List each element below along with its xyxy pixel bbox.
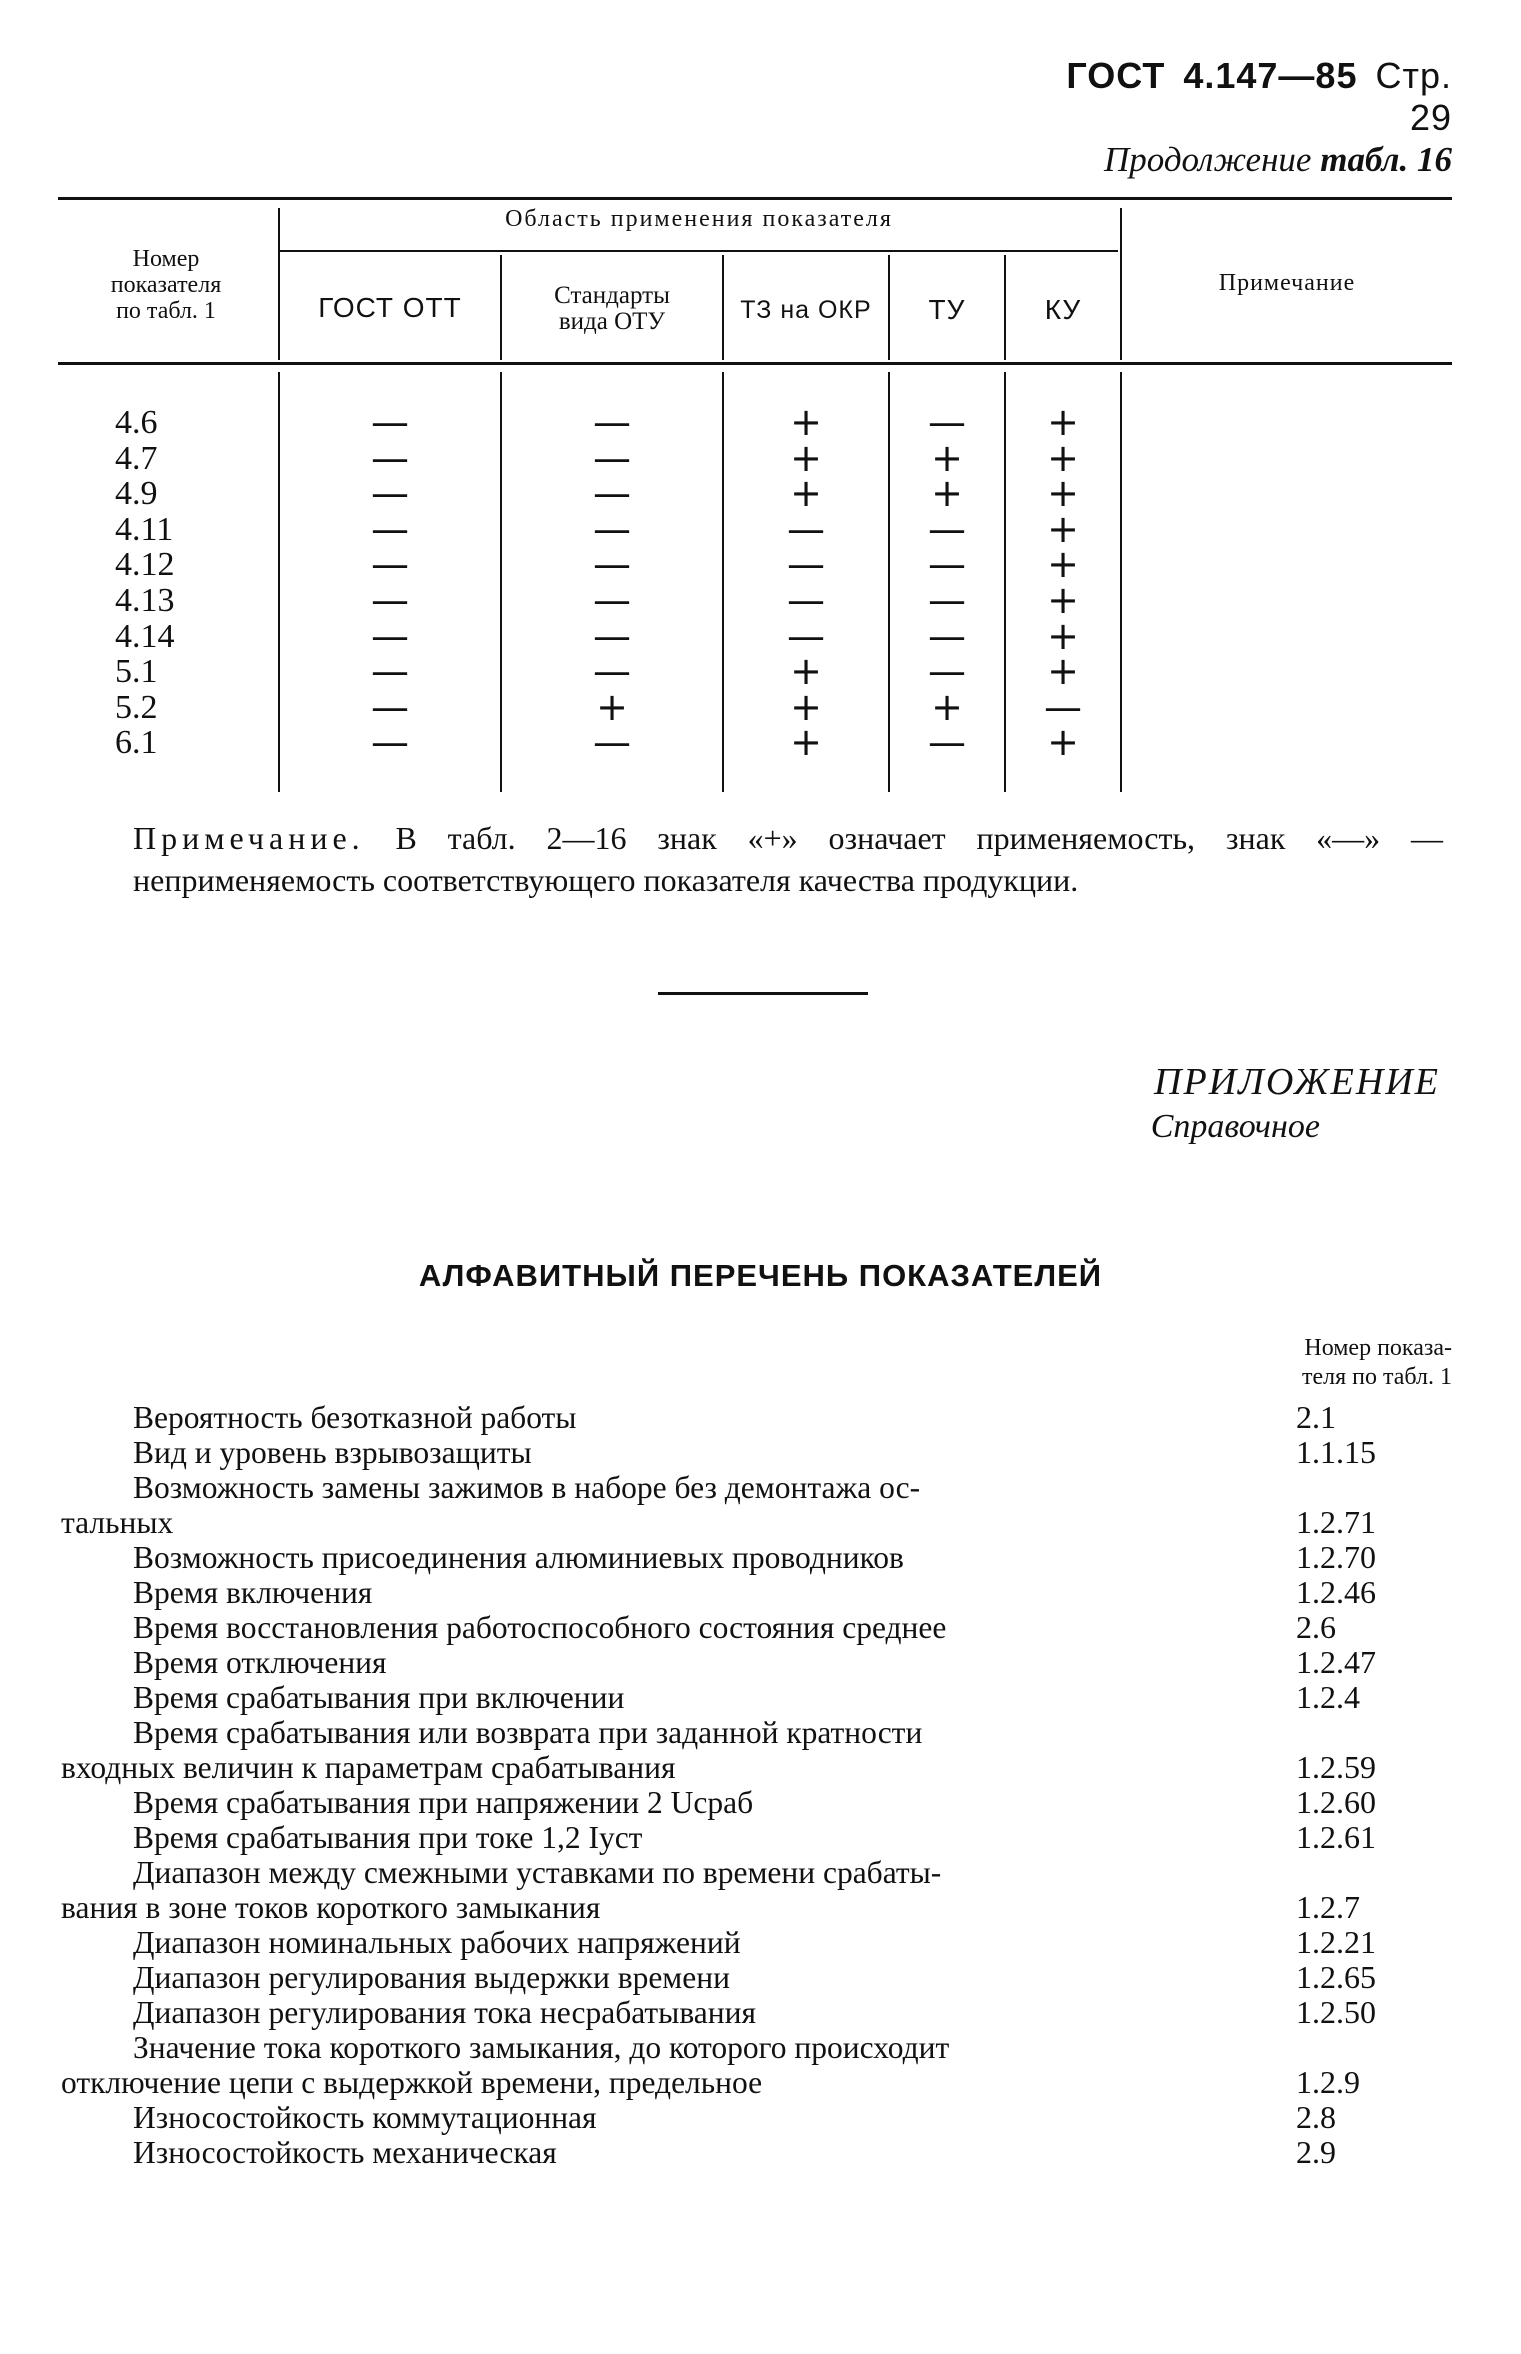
table-cell: — xyxy=(593,435,631,480)
table-cell: — xyxy=(928,577,966,622)
header-scope: Область применения показателя xyxy=(505,206,893,232)
header-ku: КУ xyxy=(1044,294,1082,325)
list-item-number: 1.2.4 xyxy=(1296,1679,1360,1715)
list-item xyxy=(133,1785,1173,1820)
list-item xyxy=(133,1435,1173,1470)
table-cell: 4.11 xyxy=(115,510,174,548)
list-item-number: 1.2.50 xyxy=(1296,1994,1376,2030)
table-cell: 4.12 xyxy=(115,546,175,584)
table-cell: + xyxy=(790,649,822,694)
table-cell: + xyxy=(596,684,628,729)
list-item-text: Возможность замены зажимов в наборе без демонтажа ос- xyxy=(133,1470,921,1505)
table-cell: — xyxy=(593,613,631,658)
table-cell: — xyxy=(593,577,631,622)
list-item xyxy=(133,2100,1173,2135)
list-item xyxy=(133,1540,1173,1575)
list-item-number: 1.2.7 xyxy=(1296,1889,1360,1925)
table-header-bottom-rule xyxy=(58,362,1452,365)
table-cell: — xyxy=(928,506,966,551)
header-standards-otu: Стандарты вида ОТУ xyxy=(554,282,670,335)
continuation-table-ref: табл. 16 xyxy=(1320,140,1452,179)
table-cell: — xyxy=(371,577,409,622)
appendix-subtitle: Справочное xyxy=(1150,1108,1320,1145)
table-cell: + xyxy=(1047,471,1079,516)
table-cell: + xyxy=(790,435,822,480)
table-cell: + xyxy=(931,471,963,516)
table-cell: + xyxy=(1047,542,1079,587)
list-item-text: Диапазон между смежными уставками по времени срабаты- xyxy=(133,1855,942,1890)
continuation-caption xyxy=(900,140,1452,180)
page-number: Стр. 29 xyxy=(1375,55,1452,138)
table-note xyxy=(133,817,1443,901)
list-item-number: 1.2.21 xyxy=(1296,1924,1376,1960)
table-cell: — xyxy=(593,720,631,765)
table-cell: + xyxy=(1047,506,1079,551)
table-cell: — xyxy=(593,542,631,587)
list-item-text: Время срабатывания или возврата при заданной кратности xyxy=(133,1715,923,1750)
list-number-header: Номер показа- теля по табл. 1 xyxy=(1301,1335,1452,1390)
column-standards-otu xyxy=(502,400,722,765)
table-cell: + xyxy=(1047,649,1079,694)
list-item-number: 1.1.15 xyxy=(1296,1434,1376,1470)
column-tu xyxy=(890,400,1004,765)
table-cell: + xyxy=(790,720,822,765)
list-item-number: 1.2.47 xyxy=(1296,1644,1376,1680)
list-item xyxy=(61,1715,1173,1785)
table-cell: — xyxy=(593,400,631,444)
table-cell: — xyxy=(928,542,966,587)
list-item-text: Время восстановления работоспособного состояния среднее xyxy=(133,1610,947,1645)
table-cell: — xyxy=(371,471,409,516)
list-item-number: 1.2.65 xyxy=(1296,1959,1376,1995)
list-item-text: Время отключения xyxy=(133,1645,387,1680)
table-cell: + xyxy=(790,400,822,444)
table-cell: — xyxy=(787,542,825,587)
table-cell: + xyxy=(931,435,963,480)
list-item-number: 1.2.9 xyxy=(1296,2064,1360,2100)
list-item-number: 2.1 xyxy=(1296,1399,1336,1435)
list-item xyxy=(133,1400,1173,1435)
table-cell: — xyxy=(371,435,409,480)
table-cell: — xyxy=(371,649,409,694)
table-cell: + xyxy=(790,684,822,729)
list-item xyxy=(133,1575,1173,1610)
column-ku xyxy=(1006,400,1120,765)
list-item-text: Диапазон регулирования выдержки времени xyxy=(133,1960,730,1995)
column-indicator-numbers xyxy=(115,405,265,761)
list-item-text: Время срабатывания при включении xyxy=(133,1680,625,1715)
list-item-text: Значение тока короткого замыкания, до которого происходит xyxy=(133,2030,950,2065)
header-tu: ТУ xyxy=(928,294,966,325)
table-cell: + xyxy=(1047,577,1079,622)
list-item-number: 1.2.70 xyxy=(1296,1539,1376,1575)
list-item-continuation: входных величин к параметрам срабатывания xyxy=(61,1750,676,1785)
standard-number: 4.147—85 xyxy=(1183,55,1358,96)
list-item-text: Время срабатывания при напряжении 2 Uсраб xyxy=(133,1785,754,1820)
scope-rule xyxy=(280,250,1118,252)
standard-label: ГОСТ xyxy=(1066,55,1166,96)
list-item xyxy=(133,1960,1173,1995)
note-label: Примечание. xyxy=(133,820,365,856)
col-divider xyxy=(1120,372,1122,792)
table-cell: — xyxy=(928,720,966,765)
table-cell: — xyxy=(593,471,631,516)
header-tz-okr: ТЗ на ОКР xyxy=(740,296,872,324)
list-item-text: Диапазон регулирования тока несрабатывания xyxy=(133,1995,756,2030)
table-cell: 6.1 xyxy=(115,724,158,762)
table-cell: — xyxy=(787,577,825,622)
list-item xyxy=(133,1820,1173,1855)
list-item xyxy=(61,2030,1173,2100)
list-item-number: 1.2.61 xyxy=(1296,1819,1376,1855)
table-cell: 5.1 xyxy=(115,653,158,691)
table-cell: 4.14 xyxy=(115,617,175,655)
column-tz-okr xyxy=(724,400,888,765)
list-item-number: 1.2.46 xyxy=(1296,1574,1376,1610)
table-cell: 5.2 xyxy=(115,688,158,726)
table-cell: — xyxy=(928,613,966,658)
table-cell: — xyxy=(1044,684,1082,729)
table-cell: — xyxy=(371,684,409,729)
list-item-text: Время срабатывания при токе 1,2 Iуст xyxy=(133,1820,643,1855)
continuation-prefix: Продолжение xyxy=(1104,140,1312,179)
list-item xyxy=(133,1610,1173,1645)
table-cell: 4.7 xyxy=(115,439,158,477)
section-divider xyxy=(658,992,868,995)
table-cell: 4.9 xyxy=(115,475,158,513)
list-title: АЛФАВИТНЫЙ ПЕРЕЧЕНЬ ПОКАЗАТЕЛЕЙ xyxy=(418,1258,1103,1293)
table-cell: + xyxy=(1047,613,1079,658)
table-cell: + xyxy=(1047,400,1079,444)
list-item-continuation: тальных xyxy=(61,1505,174,1540)
table-cell: — xyxy=(593,506,631,551)
list-item xyxy=(133,1995,1173,2030)
table-cell: + xyxy=(931,684,963,729)
list-item-number: 2.8 xyxy=(1296,2099,1336,2135)
header-gost-ott: ГОСТ ОТТ xyxy=(318,292,462,323)
list-item-text: Время включения xyxy=(133,1575,373,1610)
table-cell: — xyxy=(371,613,409,658)
list-item-continuation: вания в зоне токов короткого замыкания xyxy=(61,1890,601,1925)
list-item-text: Износостойкость механическая xyxy=(133,2135,557,2170)
list-item-number: 2.9 xyxy=(1296,2134,1336,2170)
table-cell: — xyxy=(928,400,966,444)
table-cell: + xyxy=(1047,435,1079,480)
list-item-number: 1.2.60 xyxy=(1296,1784,1376,1820)
table-cell: + xyxy=(1047,720,1079,765)
list-item-text: Износостойкость коммутационная xyxy=(133,2100,597,2135)
list-item-number: 2.6 xyxy=(1296,1609,1336,1645)
table-cell: — xyxy=(928,649,966,694)
column-gost-ott xyxy=(280,400,500,765)
page-header xyxy=(1000,55,1452,139)
list-item xyxy=(133,2135,1173,2170)
list-item xyxy=(133,1645,1173,1680)
table-cell: — xyxy=(371,542,409,587)
note-text: В табл. 2—16 знак «+» означает применяемость, знак «—» — неприменяемость соответствующего показателя качества продукции. xyxy=(133,820,1443,898)
list-item xyxy=(61,1470,1173,1540)
table-cell: 4.13 xyxy=(115,581,175,619)
table-cell: + xyxy=(790,471,822,516)
table-cell: — xyxy=(371,400,409,444)
list-item-number: 1.2.71 xyxy=(1296,1504,1376,1540)
list-item xyxy=(133,1680,1173,1715)
table-cell: — xyxy=(371,720,409,765)
list-item-text: Возможность присоединения алюминиевых проводников xyxy=(133,1540,904,1575)
table-cell: — xyxy=(593,649,631,694)
table-cell: — xyxy=(787,613,825,658)
list-item-text: Диапазон номинальных рабочих напряжений xyxy=(133,1925,741,1960)
table-cell: 4.6 xyxy=(115,404,158,441)
header-indicator-number: Номер показателя по табл. 1 xyxy=(110,246,222,324)
appendix-title: ПРИЛОЖЕНИЕ xyxy=(1154,1061,1440,1103)
list-item-text: Вероятность безотказной работы xyxy=(133,1400,577,1435)
list-item-number: 1.2.59 xyxy=(1296,1749,1376,1785)
list-item xyxy=(61,1855,1173,1925)
table-top-rule xyxy=(58,197,1452,200)
table-cell: — xyxy=(787,506,825,551)
table-cell: — xyxy=(371,506,409,551)
header-note: Примечание xyxy=(1218,270,1356,296)
list-item-text: Вид и уровень взрывозащиты xyxy=(133,1435,532,1470)
list-item xyxy=(133,1925,1173,1960)
list-item-continuation: отключение цепи с выдержкой времени, предельное xyxy=(61,2065,763,2100)
